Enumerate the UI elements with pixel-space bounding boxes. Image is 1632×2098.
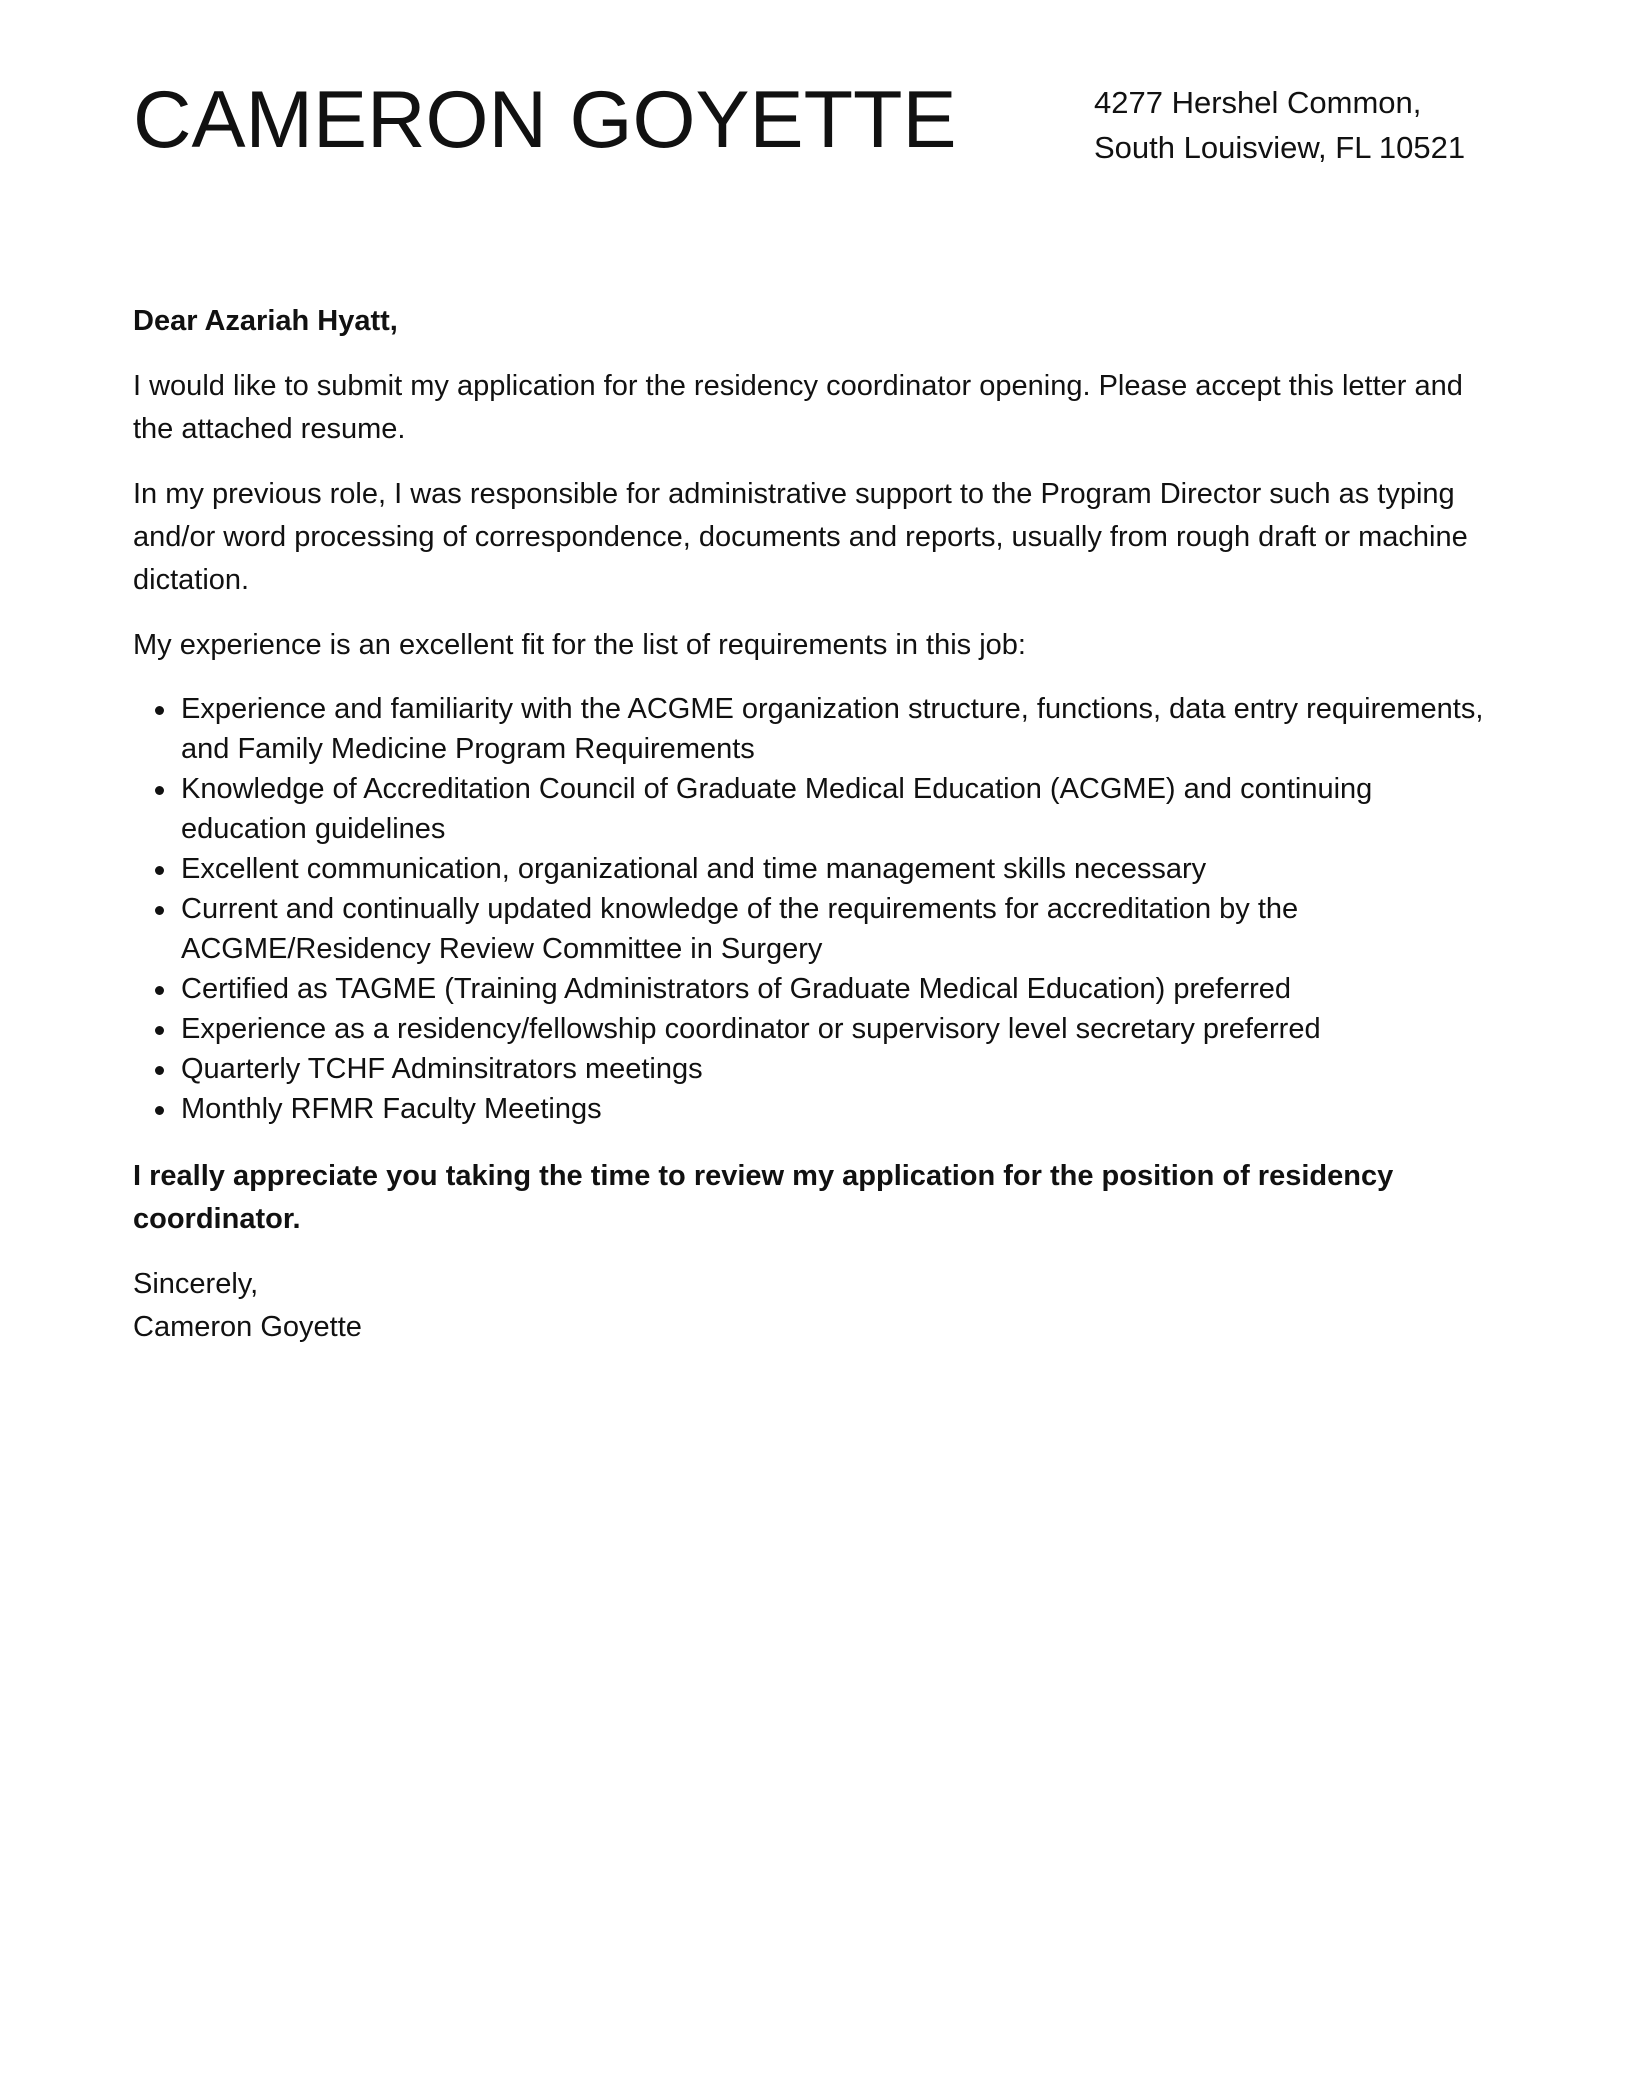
requirement-item: Quarterly TCHF Adminsitrators meetings xyxy=(181,1049,1503,1089)
requirement-item: Experience as a residency/fellowship coordinator or supervisory level secretary preferred xyxy=(181,1009,1503,1049)
paragraph-requirements-intro: My experience is an excellent fit for the list of requirements in this job: xyxy=(133,629,1026,661)
requirement-item: Current and continually updated knowledge of the requirements for accreditation by the ACGME/Residency Review Committee in Surgery xyxy=(181,889,1503,969)
address-line-1: 4277 Hershel Common, xyxy=(1094,85,1422,120)
address-line-2: South Louisview, FL 10521 xyxy=(1094,130,1466,165)
paragraph-experience: In my previous role, I was responsible for administrative support to the Program Director such as typing and/or word processing of correspondence, documents and reports, usually from rough draft or machine dictation. xyxy=(133,478,1468,596)
salutation: Dear Azariah Hyatt, xyxy=(133,305,398,337)
signature-name: Cameron Goyette xyxy=(133,1311,362,1343)
letter-body xyxy=(133,300,1503,1349)
requirement-item: Excellent communication, organizational and time management skills necessary xyxy=(181,849,1503,889)
paragraph-intro: I would like to submit my application for the residency coordinator opening. Please accept this letter and the attached resume. xyxy=(133,370,1463,445)
requirement-item: Monthly RFMR Faculty Meetings xyxy=(181,1089,1503,1129)
requirements-list xyxy=(133,689,1503,1129)
closing-paragraph: I really appreciate you taking the time to review my application for the position of residency coordinator. xyxy=(133,1160,1394,1235)
applicant-address xyxy=(1094,80,1465,170)
signoff: Sincerely, xyxy=(133,1268,259,1300)
requirement-item: Experience and familiarity with the ACGME organization structure, functions, data entry requirements, and Family Medicine Program Requirements xyxy=(181,689,1503,769)
signoff-block xyxy=(133,1263,1503,1349)
requirement-item: Certified as TAGME (Training Administrators of Graduate Medical Education) preferred xyxy=(181,969,1503,1009)
requirement-item: Knowledge of Accreditation Council of Graduate Medical Education (ACGME) and continuing education guidelines xyxy=(181,769,1503,849)
applicant-name: CAMERON GOYETTE xyxy=(133,75,957,165)
